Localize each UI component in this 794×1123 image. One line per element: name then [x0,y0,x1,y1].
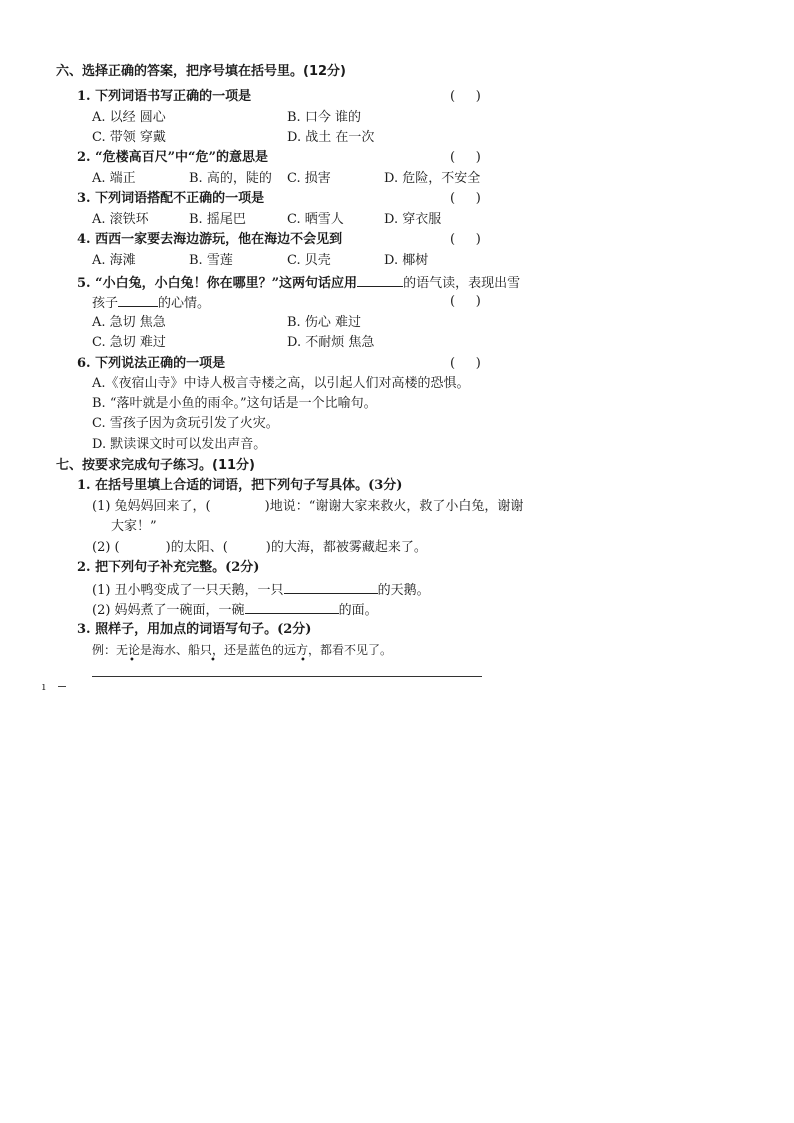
q6-6-option-b: B. “落叶就是小鱼的雨伞。”这句话是一个比喻句。 [92,396,377,411]
q6-2-option-b: B. 高的，陡的 [189,171,272,186]
q6-5-line1-text-a: 5. “小白兔，小白兔！你在哪里？”这两句话应用 [77,276,358,291]
emphasis-dot: • [210,655,216,666]
q6-5-line2 [92,294,210,312]
q7-3-example: 例：无论是海水、船只，还是蓝色的远方，都看不见了。 [92,643,393,657]
emphasis-dot: • [300,655,306,666]
answer-parens[interactable]: ( ) [450,150,481,165]
q7-2-s1-text-b: 的天鹅。 [377,583,430,598]
q6-1-option-b: B. 口今 谁的 [287,110,361,125]
q7-2-stem: 2. 把下列句子补充完整。(2分) [77,560,260,575]
answer-line[interactable] [92,676,482,677]
q6-3-option-d: D. 穿衣服 [384,212,442,227]
q7-1-s2-text-b: )的太阳、( [165,540,228,555]
emphasis-dot: • [129,655,135,666]
q7-1-s2-text-c: )的大海，都被雾藏起来了。 [265,540,427,555]
q6-5-line1-text-b: 的语气读，表现出雪 [403,276,521,291]
q6-3-option-a: A. 滚铁环 [92,212,149,227]
q7-1-s1-text-b: )地说：“谢谢大家来救火，救了小白兔，谢谢 [264,499,524,514]
fill-blank[interactable] [118,294,158,307]
q6-5-line2-text-a: 孩子 [92,296,119,311]
answer-parens[interactable]: ( ) [450,89,481,104]
q7-2-s2-text-b: 的面。 [338,603,378,618]
q6-3-stem: 3. 下列词语搭配不正确的一项是 [77,191,265,206]
page-edge-mark: ı [42,680,46,693]
q6-2-option-d: D. 危险，不安全 [384,171,481,186]
q6-1-option-a: A. 以经 圆心 [92,110,166,125]
q7-1-stem: 1. 在括号里填上合适的词语，把下列句子写具体。(3分) [77,478,403,493]
fill-blank[interactable] [245,601,339,614]
q6-2-option-a: A. 端正 [92,171,136,186]
q6-1-stem: 1. 下列词语书写正确的一项是 [77,89,252,104]
answer-parens[interactable]: ( ) [450,191,481,206]
q6-3-option-c: C. 晒雪人 [287,212,344,227]
q6-4-option-a: A. 海滩 [92,253,136,268]
fill-blank[interactable] [357,274,403,287]
q7-3-stem: 3. 照样子，用加点的词语写句子。(2分) [77,622,312,637]
q7-1-s1-text-c: 大家！” [111,519,157,534]
q6-6-option-a: A.《夜宿山寺》中诗人极言寺楼之高，以引起人们对高楼的恐惧。 [92,376,470,391]
q6-2-stem: 2. “危楼高百尺”中“危”的意思是 [77,150,269,165]
q6-5-option-c: C. 急切 难过 [92,335,166,350]
q7-1-sentence-2 [92,540,427,556]
answer-parens[interactable]: ( ) [450,232,481,247]
q6-1-option-d: D. 战土 在一次 [287,130,375,145]
fill-blank[interactable] [284,581,378,594]
q6-6-stem: 6. 下列说法正确的一项是 [77,356,226,371]
q6-5-option-a: A. 急切 焦急 [92,315,166,330]
q6-5-line2-text-b: 的心情。 [158,296,211,311]
q6-4-stem: 4. 西西一家要去海边游玩，他在海边不会见到 [77,232,343,247]
page-edge-dash [58,686,66,687]
q7-1-s1-text-a: (1) 兔妈妈回来了，( [92,499,211,514]
section-6-title: 六、选择正确的答案，把序号填在括号里。(12分) [56,64,346,79]
q6-5-option-b: B. 伤心 难过 [287,315,361,330]
section-7-title: 七、按要求完成句子练习。(11分) [56,458,255,473]
q6-5-option-d: D. 不耐烦 焦急 [287,335,375,350]
q7-1-sentence-1 [92,499,523,515]
q7-2-sentence-1 [92,581,430,599]
q7-2-s1-text-a: (1) 丑小鸭变成了一只天鹅，一只 [92,583,284,598]
q6-1-option-c: C. 带领 穿戴 [92,130,166,145]
q7-2-sentence-2 [92,601,378,619]
q7-2-s2-text-a: (2) 妈妈煮了一碗面，一碗 [92,603,245,618]
q6-4-option-d: D. 椰树 [384,253,429,268]
q7-1-s2-text-a: (2) ( [92,540,120,555]
answer-parens[interactable]: ( ) [450,356,481,371]
q6-4-option-c: C. 贝壳 [287,253,331,268]
q6-4-option-b: B. 雪莲 [189,253,233,268]
q6-3-option-b: B. 摇尾巴 [189,212,246,227]
q6-2-option-c: C. 损害 [287,171,331,186]
q6-6-option-d: D. 默读课文时可以发出声音。 [92,437,267,452]
q6-5-line1 [77,274,520,292]
q6-6-option-c: C. 雪孩子因为贪玩引发了火灾。 [92,416,279,431]
answer-parens[interactable]: ( ) [450,294,481,309]
